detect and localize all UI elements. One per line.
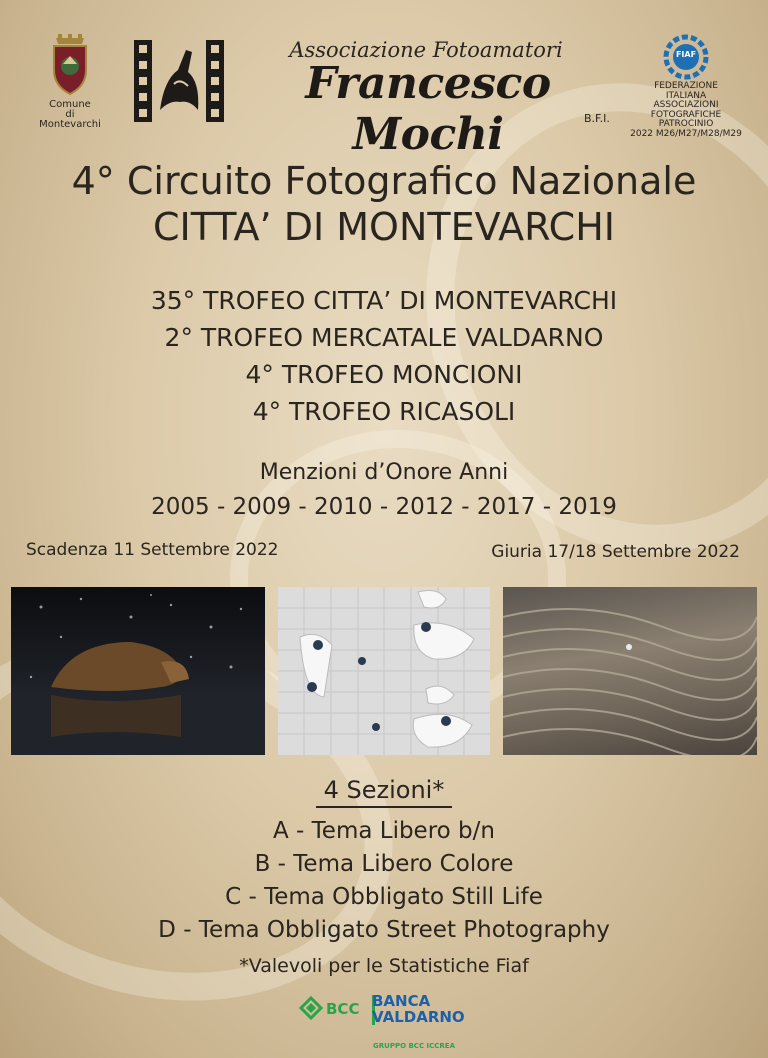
photo-street	[278, 587, 490, 755]
fiaf-line: ITALIANA	[665, 90, 707, 101]
comune-line: di	[65, 109, 75, 120]
sections-heading: 4 Sezioni*	[316, 776, 453, 808]
bank-name-line: VALDARNO	[372, 1008, 465, 1026]
fiaf-line: FEDERAZIONE	[654, 81, 718, 91]
bcc-label: BCC	[326, 1000, 360, 1018]
fiaf-line: FOTOGRAFICHE	[650, 109, 722, 120]
honors-label: Menzioni d’Onore Anni	[259, 460, 509, 485]
film-strip-logo-icon	[134, 40, 224, 122]
bank-name	[372, 993, 465, 1025]
comune-crest-icon	[48, 34, 92, 96]
association-suffix: B.F.I.	[584, 112, 610, 125]
honors-years: 2005 - 2009 - 2010 - 2012 - 2017 - 2019	[151, 494, 617, 520]
association-name: Francesco Mochi	[305, 58, 551, 160]
fiaf-line: ASSOCIAZIONI	[653, 100, 719, 110]
fiaf-line: 2022 M26/M27/M28/M29	[630, 128, 742, 139]
photo-hills	[503, 587, 757, 755]
bank-name-line: BANCA	[372, 992, 431, 1010]
trophy-item: 4° TROFEO MONCIONI	[245, 360, 523, 389]
sections-note: *Valevoli per le Statistiche Fiaf	[239, 955, 529, 977]
fiaf-badge: FIAF	[675, 50, 697, 59]
association-subtitle: Associazione Fotoamatori	[289, 38, 563, 62]
comune-line: Montevarchi	[39, 119, 101, 130]
sections-heading-wrap	[0, 776, 768, 804]
section-item: B - Tema Libero Colore	[254, 851, 514, 877]
trophy-item: 35° TROFEO CITTA’ DI MONTEVARCHI	[150, 286, 618, 315]
title-line-2: CITTA’ DI MONTEVARCHI	[153, 205, 615, 249]
comune-label	[30, 100, 110, 130]
sections-list	[0, 815, 768, 947]
section-item: D - Tema Obbligato Street Photography	[158, 917, 610, 943]
jury-date: Giuria 17/18 Settembre 2022	[491, 542, 740, 562]
title-line-1: 4° Circuito Fotografico Nazionale	[71, 159, 697, 203]
deadline-date: Scadenza 11 Settembre 2022	[26, 540, 279, 560]
fiaf-text	[618, 82, 754, 139]
fiaf-line: PATROCINIO	[658, 119, 714, 129]
trophy-item: 2° TROFEO MERCATALE VALDARNO	[164, 323, 604, 352]
section-item: C - Tema Obbligato Still Life	[225, 884, 543, 910]
bcc-logo-icon	[299, 996, 323, 1020]
trophy-list	[0, 282, 768, 430]
section-item: A - Tema Libero b/n	[273, 818, 495, 844]
photo-otter	[11, 587, 265, 755]
bank-group: GRUPPO BCC ICCREA	[373, 1042, 455, 1050]
trophy-item: 4° TROFEO RICASOLI	[252, 397, 516, 426]
comune-line: Comune	[49, 99, 91, 110]
